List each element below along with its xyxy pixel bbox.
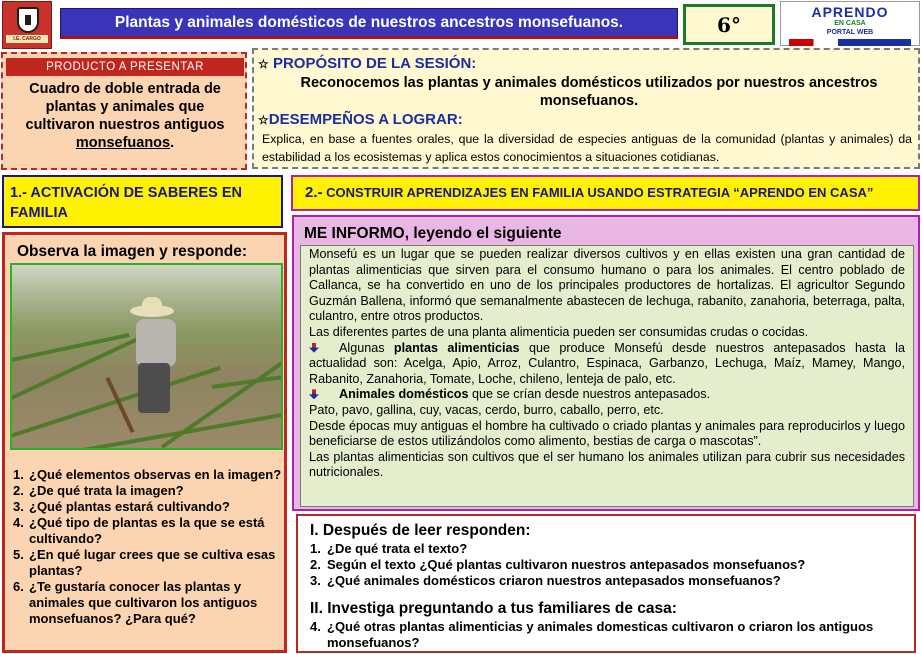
question-text: ¿Qué animales domésticos criaron nuestros antepasados monsefuanos? <box>327 573 781 588</box>
question-number: 3. <box>310 573 321 588</box>
producto-box <box>1 52 247 170</box>
farmer-photo <box>10 263 283 450</box>
brand-line3: PORTAL WEB <box>826 29 874 36</box>
question-number: 6. <box>13 579 24 594</box>
question-text: Según el texto ¿Qué plantas cultivaron nuestros antepasados monsefuanos? <box>327 557 806 572</box>
observa-question <box>13 467 283 483</box>
brand-line1: APRENDO <box>811 4 889 20</box>
proposito-text: Reconocemos las plantas y animales domésticos utilizados por nuestros ancestros monsefuanos. <box>300 75 878 109</box>
proposito-box <box>252 48 920 169</box>
observa-question <box>13 515 283 547</box>
informo-heading: ME INFORMO, leyendo el siguiente <box>304 225 562 242</box>
question-number: 4. <box>310 619 321 634</box>
observa-heading: Observa la imagen y responde: <box>17 243 248 260</box>
question-number: 1. <box>13 467 24 482</box>
activacion-heading: 1.- ACTIVACIÓN DE SABERES EN FAMILIA <box>2 175 283 228</box>
desempenos-heading-text: DESEMPEÑOS A LOGRAR: <box>268 111 463 128</box>
producto-text <box>9 80 241 152</box>
question-text: ¿Qué tipo de plantas es la que se está cultivando? <box>29 515 265 546</box>
shield-icon <box>17 7 39 33</box>
observa-question <box>13 579 283 627</box>
farmer-figure <box>130 305 180 415</box>
question-text: ¿De qué trata el texto? <box>327 541 468 556</box>
logo-text: I.E. CARGO <box>6 35 48 43</box>
informo-paragraph <box>309 341 905 388</box>
producto-text-main: Cuadro de doble entrada de plantas y animales que cultivaron nuestros antiguos <box>25 81 225 133</box>
star-icon: ☆ <box>258 57 269 71</box>
informo-paragraph: Desde épocas muy antiguas el hombre ha cultivado o criado plantas y animales para reproducirlos y luego beneficiarse de estos utilizándolos como alimento, bestias de carga o mascotas”. <box>309 418 905 449</box>
question-number: 2. <box>13 483 24 498</box>
crop-row <box>72 412 283 450</box>
informo-paragraph: Las diferentes partes de una planta alimenticia pueden ser consumidas crudas o cocidas. <box>309 324 809 339</box>
question-text: ¿En qué lugar crees que se cultiva esas plantas? <box>29 547 276 578</box>
aprendo-en-casa-logo <box>780 1 920 46</box>
despues-heading: I. Después de leer responden: <box>310 522 531 539</box>
despues-question <box>310 573 781 589</box>
informo-text-box <box>300 245 914 507</box>
bullet-arrow-icon <box>309 343 319 353</box>
question-text: ¿De qué trata la imagen? <box>29 483 184 498</box>
informo-paragraph: Las plantas alimenticias son cultivos que el ser humano los animales utilizan para cubrir sus necesidades nutricionales. <box>309 449 905 480</box>
question-number: 3. <box>13 499 24 514</box>
p4-post: que se crían desde nuestros antepasados. <box>468 387 711 402</box>
page-title: Plantas y animales domésticos de nuestros ancestros monsefuanos. <box>60 8 678 39</box>
question-text: ¿Qué plantas estará cultivando? <box>29 499 230 514</box>
bullet-arrow-icon <box>309 389 319 399</box>
construir-heading <box>291 175 920 211</box>
grade-label: 6° <box>683 4 775 45</box>
desempenos-heading <box>258 111 463 128</box>
question-number: 4. <box>13 515 24 530</box>
despues-box <box>296 514 916 653</box>
p3-post: que produce Monsefú desde nuestros antepasados hasta la actualidad son: Acelga, Apio, Arroz, Culantro, Espinaca, Garbanzo, Lechuga, Maíz, Mamey, Mango, Rabanito, Zanahoria, Tomate, Loche, chileno, lenteja de palo, etc. <box>309 340 905 386</box>
producto-heading: PRODUCTO A PRESENTAR <box>6 58 244 76</box>
p3-pre: Algunas <box>339 340 394 355</box>
brand-line2: EN CASA <box>834 20 866 27</box>
observa-question <box>13 547 283 579</box>
informo-paragraph <box>309 387 905 403</box>
despues-question <box>310 557 805 573</box>
despues-question <box>310 541 467 557</box>
observa-question <box>13 499 283 515</box>
p3-bold: plantas alimenticias <box>393 340 520 355</box>
construir-heading-text: CONSTRUIR APRENDIZAJES EN FAMILIA USANDO ESTRATEGIA “APRENDO EN CASA” <box>326 185 874 200</box>
question-number: 1. <box>310 541 321 556</box>
school-logo <box>2 1 52 49</box>
despues-question <box>310 619 900 651</box>
p4-bold: Animales domésticos <box>339 387 469 402</box>
star-icon: ☆ <box>258 113 269 127</box>
informo-paragraph: Monsefú es un lugar que se pueden realizar diversos cultivos y en ellas existen una gran cantidad de plantas alimenticias que sirven para el consumo humano o para los animales. El centro poblado de Callanca, se ha convertido en uno de los principales productores de hortalizas. El agricultor Segundo Guzmán Ballena, informó que semanalmente abastecen de lechuga, rabanito, zanahoria, beterraga, palta, culantro, entre otros productos. <box>309 247 905 324</box>
informo-paragraph: Pato, pavo, gallina, cuy, vacas, cerdo, burro, caballo, perro, etc. <box>309 402 664 417</box>
investiga-heading: II. Investiga preguntando a tus familiares de casa: <box>310 600 677 617</box>
flag-stripe <box>789 39 911 46</box>
informo-box <box>292 215 920 511</box>
question-number: 2. <box>310 557 321 572</box>
desempenos-text: Explica, en base a fuentes orales, que la diversidad de especies antiguas de la comunidad (plantas y animales) da estabilidad a los ecosistemas y aplica estos conocimientos a situaciones cotidianas. <box>262 132 912 164</box>
question-text: ¿Qué elementos observas en la imagen? <box>29 467 282 482</box>
proposito-heading <box>258 55 476 72</box>
observa-questions <box>13 467 283 627</box>
proposito-heading-text: PROPÓSITO DE LA SESIÓN: <box>272 55 477 72</box>
question-text: ¿Te gustaría conocer las plantas y animales que cultivaron los antiguos monsefuanos? ¿Para qué? <box>29 579 258 626</box>
observa-box <box>2 232 287 653</box>
question-text: ¿Qué otras plantas alimenticias y animales domesticas cultivaron o criaron los antiguos monsefuanos? <box>327 619 874 650</box>
producto-text-underlined: monsefuanos <box>75 135 171 151</box>
observa-question <box>13 483 283 499</box>
construir-prefix: 2.- <box>305 184 323 201</box>
question-number: 5. <box>13 547 24 562</box>
producto-text-end: . <box>170 135 175 151</box>
